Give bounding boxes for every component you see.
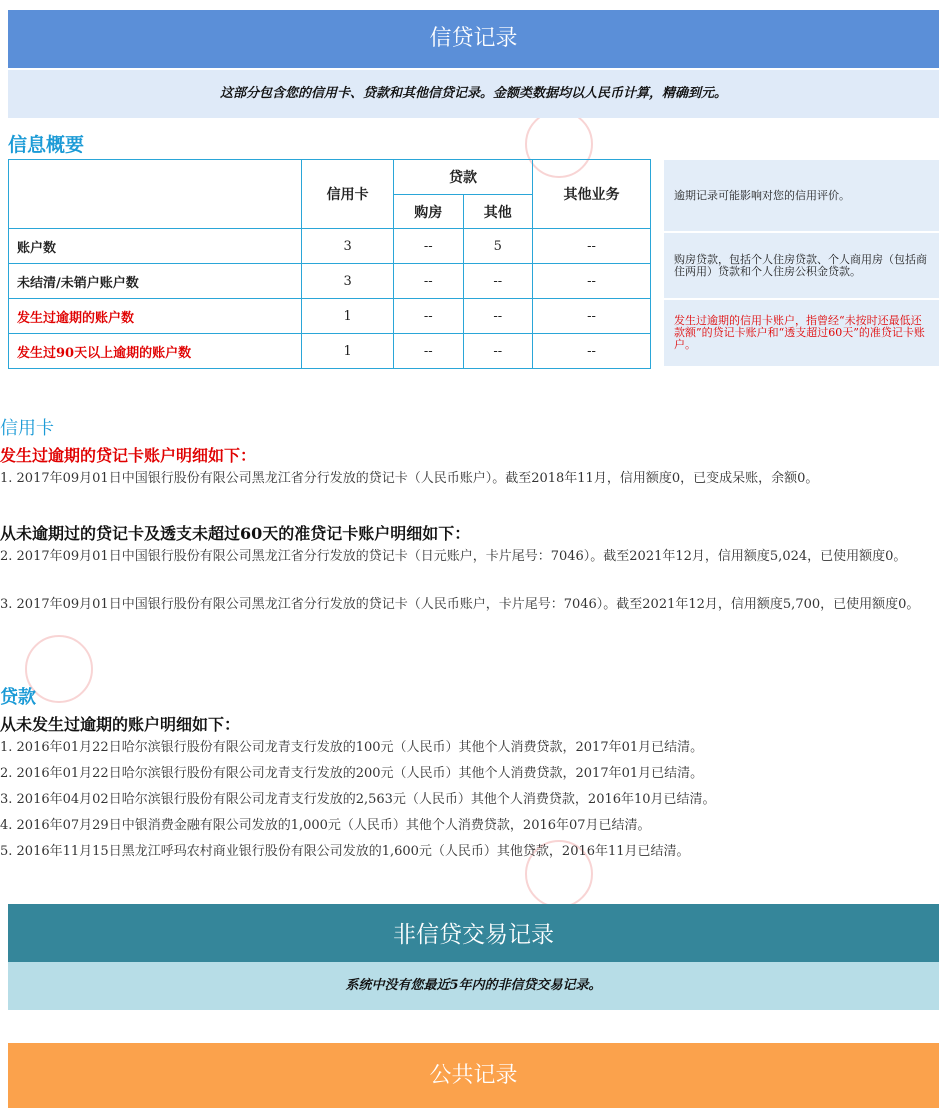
header-blank xyxy=(9,160,302,229)
header-housing: 购房 xyxy=(393,195,463,229)
cell-biz: -- xyxy=(533,229,651,264)
cell-biz: -- xyxy=(533,334,651,369)
table-row xyxy=(9,264,651,299)
cell-other: -- xyxy=(463,299,533,334)
table-row xyxy=(9,334,651,369)
public-section-banner xyxy=(8,1043,939,1108)
credit-section-banner xyxy=(8,10,939,68)
header-loan: 贷款 xyxy=(393,160,532,195)
cell-other: -- xyxy=(463,264,533,299)
row-label: 账户数 xyxy=(9,229,302,264)
list-item: 3. 2017年09月01日中国银行股份有限公司黑龙江省分行发放的贷记卡（人民币账户，卡片尾号：7046）。截至2021年12月，信用额度5,700，已使用额度0。 xyxy=(0,597,920,612)
cell-card: 3 xyxy=(302,229,394,264)
list-item: 2. 2017年09月01日中国银行股份有限公司黑龙江省分行发放的贷记卡（日元账户，卡片尾号：7046）。截至2021年12月，信用额度5,024，已使用额度0。 xyxy=(0,549,907,564)
list-item: 2. 2016年01月22日哈尔滨银行股份有限公司龙青支行发放的200元（人民币）其他个人消费贷款，2017年01月已结清。 xyxy=(0,766,704,781)
non-credit-section-title: 非信贷交易记录 xyxy=(393,922,554,948)
row-label: 发生过逾期的账户数 xyxy=(9,299,302,334)
row-label: 未结清/未销户账户数 xyxy=(9,264,302,299)
cell-housing: -- xyxy=(393,264,463,299)
cell-other: 5 xyxy=(463,229,533,264)
header-credit-card: 信用卡 xyxy=(302,160,394,229)
table-row xyxy=(9,299,651,334)
credit-card-overdue-heading: 发生过逾期的贷记卡账户明细如下： xyxy=(0,446,257,465)
list-item: 4. 2016年07月29日中银消费金融有限公司发放的1,000元（人民币）其他个人消费贷款，2016年07月已结清。 xyxy=(0,818,651,833)
list-item: 3. 2016年04月02日哈尔滨银行股份有限公司龙青支行发放的2,563元（人民币）其他个人消费贷款，2016年10月已结清。 xyxy=(0,792,716,807)
cell-housing: -- xyxy=(393,334,463,369)
cell-card: 1 xyxy=(302,334,394,369)
credit-section-title: 信贷记录 xyxy=(429,26,518,51)
public-section-title: 公共记录 xyxy=(429,1063,518,1088)
credit-section-subtitle: 这部分包含您的信用卡、贷款和其他信贷记录。金额类数据均以人民币计算，精确到元。 xyxy=(8,70,939,118)
non-credit-section-banner xyxy=(8,904,939,962)
row-label: 发生过90天以上逾期的账户数 xyxy=(9,334,302,369)
credit-card-title: 信用卡 xyxy=(0,418,54,439)
overview-table xyxy=(8,159,651,369)
header-other-business: 其他业务 xyxy=(533,160,651,229)
cell-housing: -- xyxy=(393,299,463,334)
non-credit-section-subtitle: 系统中没有您最近5年内的非信贷交易记录。 xyxy=(8,962,939,1010)
loan-heading: 从未发生过逾期的账户明细如下： xyxy=(0,715,241,734)
overview-note-overdue-card: 发生过逾期的信用卡账户，指曾经“未按时还最低还款额”的贷记卡账户和“透支超过60天”的准贷记卡账户。 xyxy=(664,300,939,366)
cell-card: 1 xyxy=(302,299,394,334)
cell-biz: -- xyxy=(533,299,651,334)
list-item: 1. 2017年09月01日中国银行股份有限公司黑龙江省分行发放的贷记卡（人民币账户）。截至2018年11月，信用额度0，已变成呆账，余额0。 xyxy=(0,471,819,486)
overview-note-overdue: 逾期记录可能影响对您的信用评价。 xyxy=(664,160,939,231)
cell-other: -- xyxy=(463,334,533,369)
list-item: 1. 2016年01月22日哈尔滨银行股份有限公司龙青支行发放的100元（人民币）其他个人消费贷款，2017年01月已结清。 xyxy=(0,740,704,755)
list-item: 5. 2016年11月15日黑龙江呼玛农村商业银行股份有限公司发放的1,600元（人民币）其他贷款，2016年11月已结清。 xyxy=(0,844,690,859)
overview-title: 信息概要 xyxy=(8,134,85,156)
cell-biz: -- xyxy=(533,264,651,299)
table-row xyxy=(9,229,651,264)
loan-title: 贷款 xyxy=(0,687,36,708)
cell-housing: -- xyxy=(393,229,463,264)
header-other: 其他 xyxy=(463,195,533,229)
overview-note-housing-loan: 购房贷款，包括个人住房贷款、个人商用房（包括商住两用）贷款和个人住房公积金贷款。 xyxy=(664,233,939,298)
credit-card-normal-heading: 从未逾期过的贷记卡及透支未超过60天的准贷记卡账户明细如下： xyxy=(0,524,471,543)
cell-card: 3 xyxy=(302,264,394,299)
